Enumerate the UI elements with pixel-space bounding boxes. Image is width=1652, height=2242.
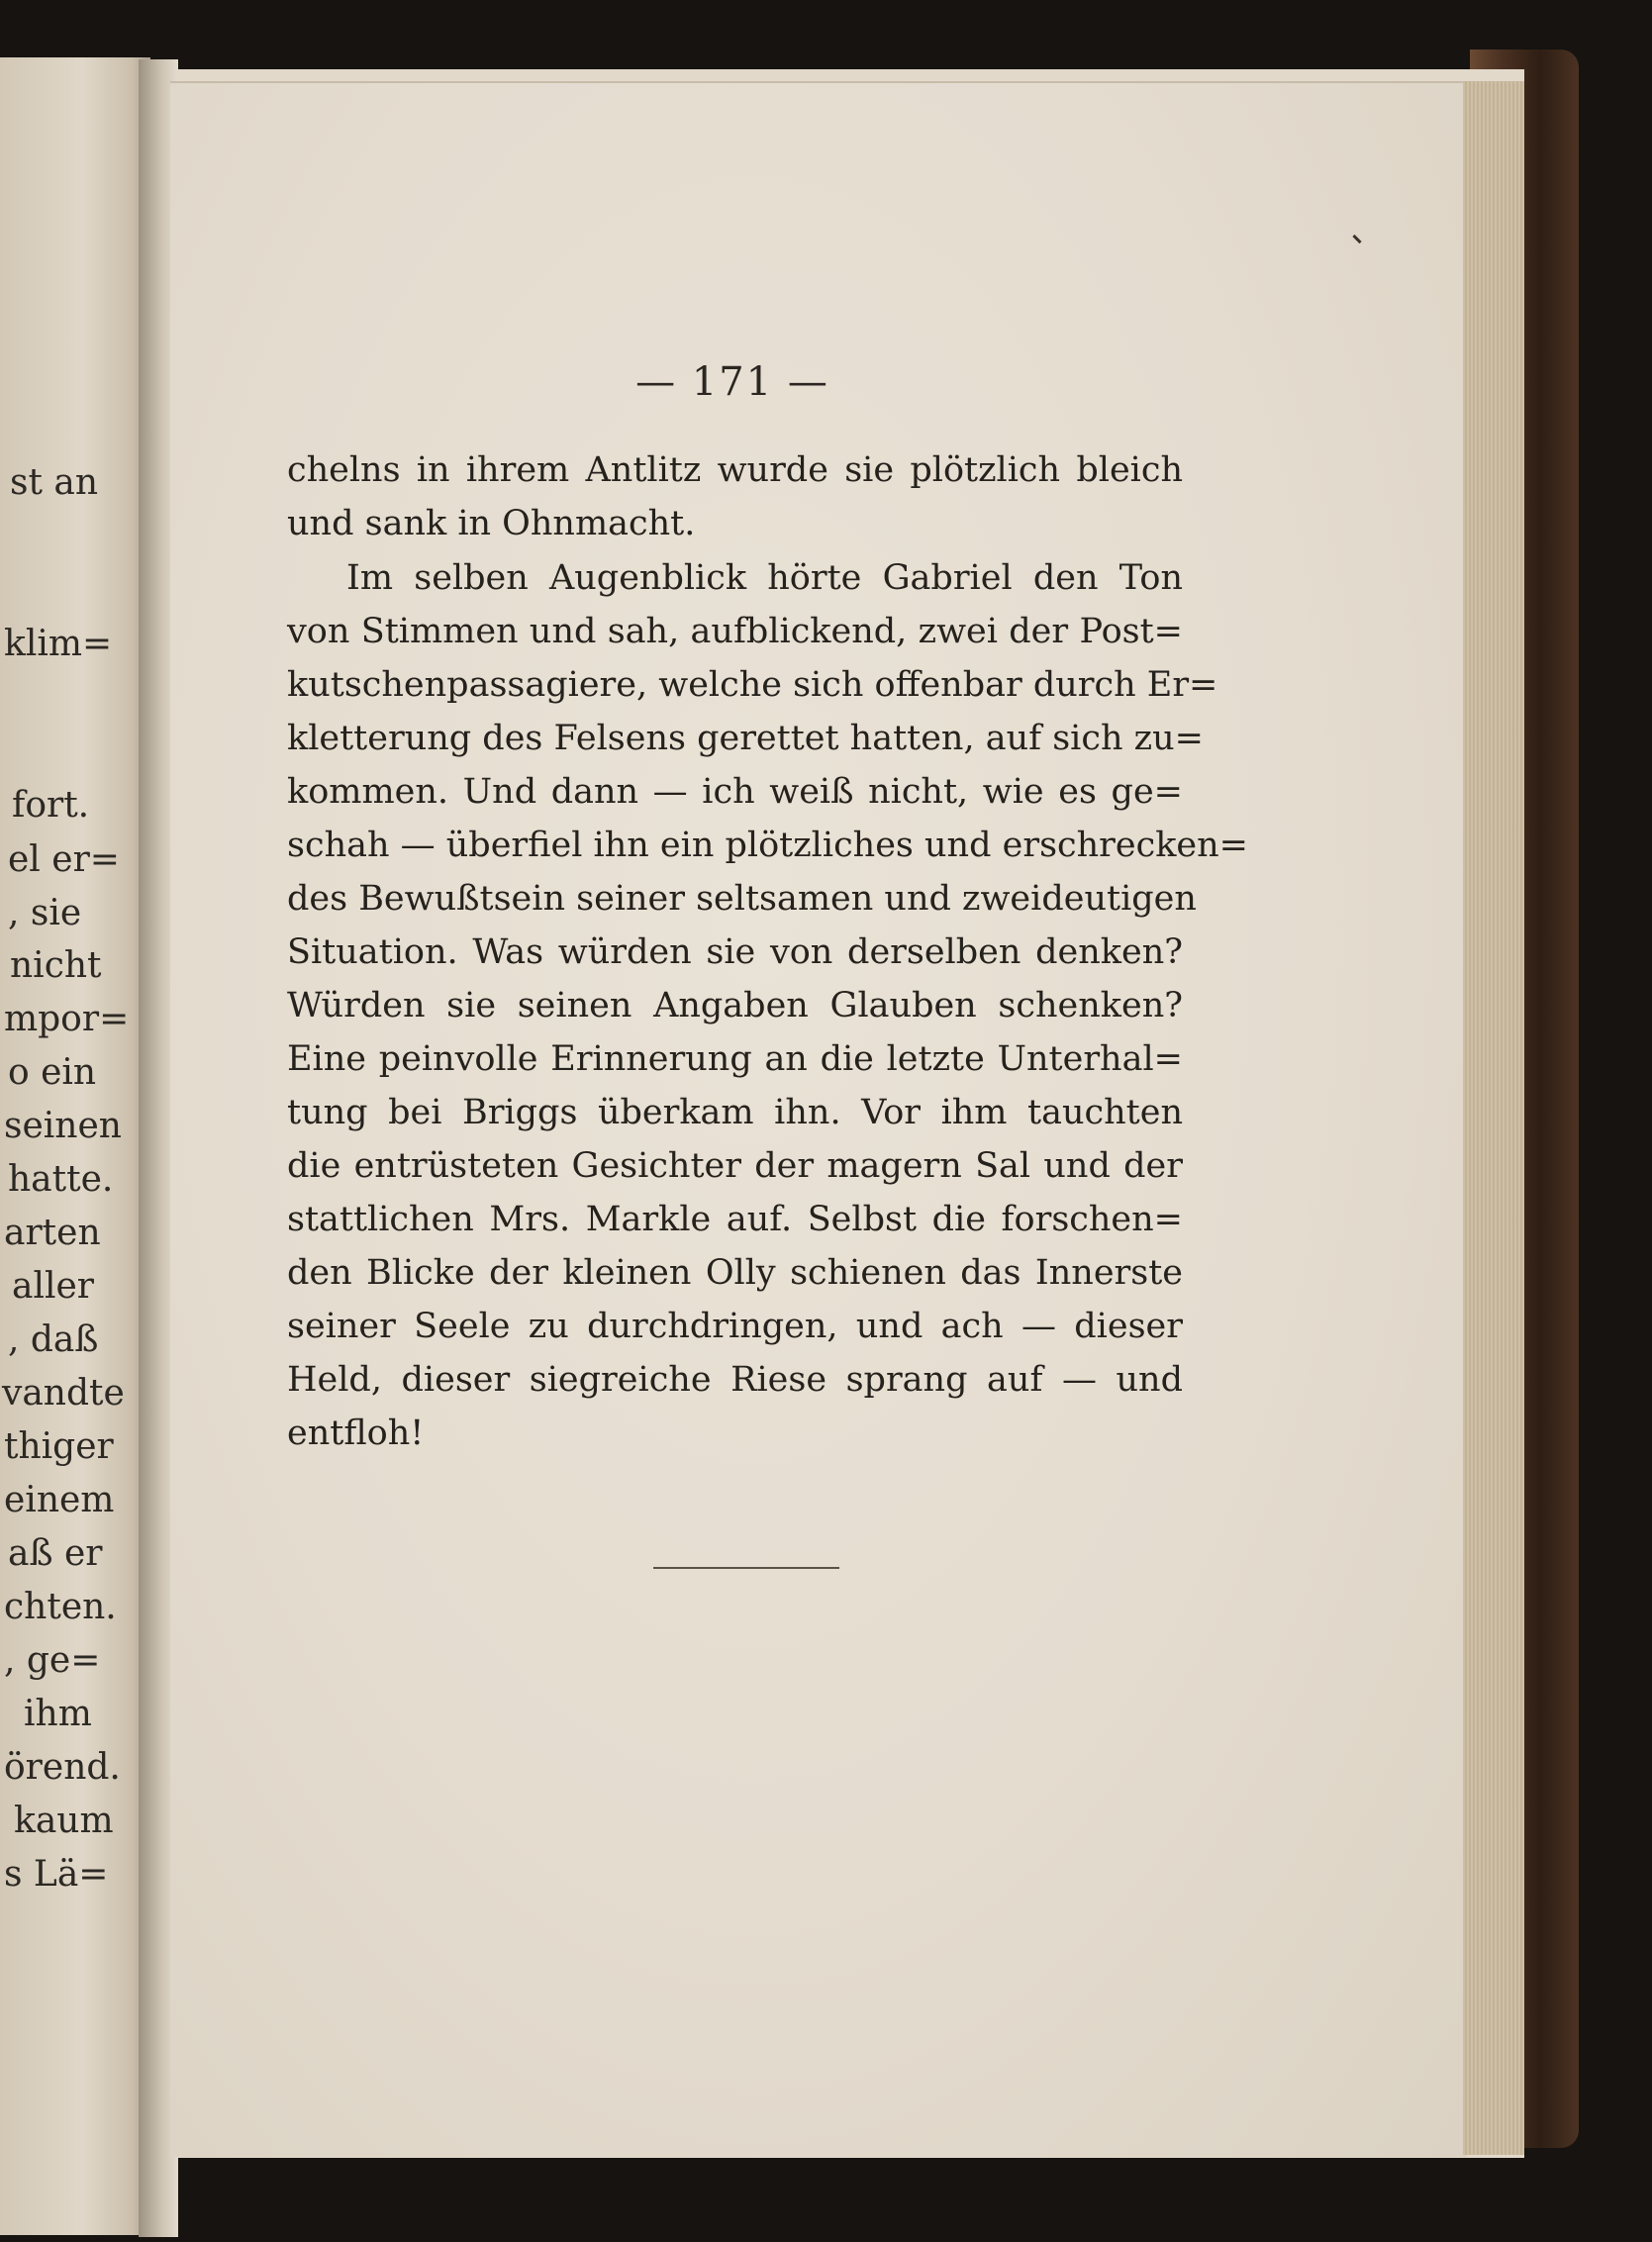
text-line: den Blicke der kleinen Olly schienen das Innerste <box>287 1253 1183 1293</box>
text-line: chelns in ihrem Antlitz wurde sie plötzlich bleich <box>287 450 1183 490</box>
left-page-fragment: vandte <box>2 1373 125 1413</box>
left-page-fragment: örend. <box>4 1747 121 1788</box>
left-page-fragment: einem <box>4 1480 115 1520</box>
left-page-fragment: mpor= <box>4 999 130 1039</box>
left-page-fragment: o ein <box>8 1052 97 1093</box>
text-line: und sank in Ohnmacht. <box>287 504 696 543</box>
left-page-fragment: hatte. <box>8 1159 114 1200</box>
left-page-fragment: klim= <box>4 624 113 664</box>
left-page-fragment: , ge= <box>4 1640 101 1681</box>
text-line: tung bei Briggs überkam ihn. Vor ihm tauchten <box>287 1093 1183 1132</box>
page-number: — 171 — <box>635 359 829 405</box>
text-line: seiner Seele zu durchdringen, und ach — dieser <box>287 1307 1183 1346</box>
text-line: Eine peinvolle Erinnerung an die letzte Unterhal= <box>287 1039 1183 1079</box>
left-page-fragment: s Lä= <box>4 1854 109 1895</box>
text-line: kutschenpassagiere, welche sich offenbar durch Er= <box>287 665 1218 705</box>
text-line: des Bewußtsein seiner seltsamen und zweideutigen <box>287 879 1197 919</box>
left-page-fragment: aller <box>12 1266 95 1307</box>
text-line: die entrüsteten Gesichter der magern Sal und der <box>287 1146 1183 1186</box>
text-line: Held, dieser siegreiche Riese sprang auf — und <box>287 1360 1183 1400</box>
left-page-fragment: kaum <box>14 1801 114 1841</box>
left-page-fragment: el er= <box>8 839 120 880</box>
left-page-fragment: seinen <box>4 1106 122 1146</box>
left-page-fragment: st an <box>10 462 99 503</box>
text-line: Situation. Was würden sie von derselben denken? <box>287 932 1183 972</box>
left-page-fragment: arten <box>4 1213 101 1253</box>
left-page-fragment: thiger <box>4 1426 114 1467</box>
text-line: von Stimmen und sah, aufblickend, zwei der Post= <box>287 612 1183 651</box>
text-line: kommen. Und dann — ich weiß nicht, wie es ge= <box>287 772 1183 812</box>
section-separator-rule <box>653 1567 839 1569</box>
left-page-fragment: aß er <box>8 1533 103 1574</box>
text-line: Im selben Augenblick hörte Gabriel den Ton <box>346 558 1183 598</box>
left-page-fragment: nicht <box>10 945 102 986</box>
text-line: kletterung des Felsens gerettet hatten, auf sich zu= <box>287 719 1204 758</box>
left-page-fragment: , sie <box>8 893 82 933</box>
page-fore-edge <box>1463 81 1524 2155</box>
text-line: entfloh! <box>287 1413 425 1453</box>
left-page-fragment: , daß <box>8 1319 99 1360</box>
left-page-fragment: ihm <box>24 1694 92 1734</box>
text-line: schah — überfiel ihn ein plötzliches und erschrecken= <box>287 826 1249 865</box>
text-line: Würden sie seinen Angaben Glauben schenken? <box>287 986 1183 1025</box>
left-page-fragment: fort. <box>12 785 90 826</box>
left-page-fragment: chten. <box>4 1587 117 1627</box>
left-page <box>0 57 150 2235</box>
text-line: stattlichen Mrs. Markle auf. Selbst die forschen= <box>287 1200 1183 1239</box>
